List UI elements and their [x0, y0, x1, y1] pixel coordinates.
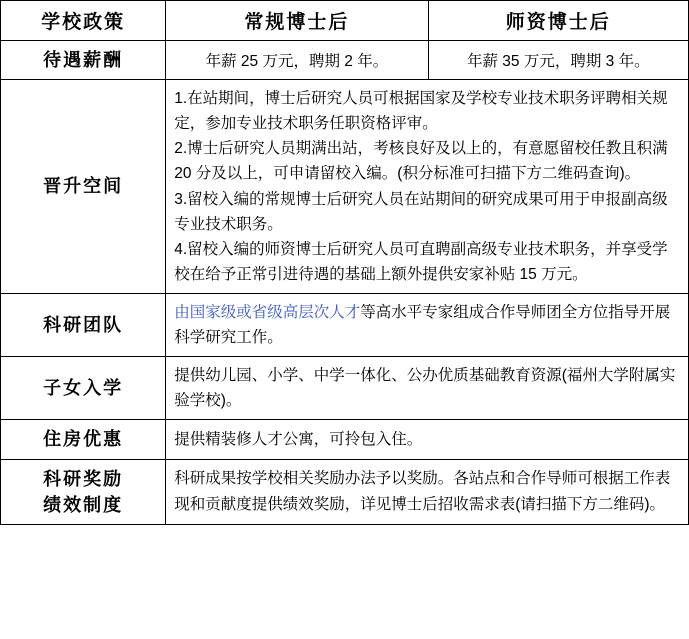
table-row-promotion: [1, 80, 689, 294]
table-header-row: [1, 1, 689, 41]
header-faculty-postdoc: 师资博士后: [428, 1, 688, 41]
row-label-children: 子女入学: [1, 357, 166, 420]
promotion-item-4: 4.留校入编的师资博士后研究人员可直聘副高级专业技术职务，并享受学校在给予正常引进待遇的基础上额外提供安家补贴 15 万元。: [174, 240, 668, 283]
row-label-promotion: 晋升空间: [1, 80, 166, 294]
table-row-team: [1, 293, 689, 356]
table-row-housing: [1, 420, 689, 459]
housing-value: 提供精装修人才公寓，可拎包入住。: [166, 420, 689, 459]
table-row-salary: [1, 41, 689, 80]
header-school-policy: 学校政策: [1, 1, 166, 41]
promotion-item-3: 3.留校入编的常规博士后研究人员在站期间的研究成果可用于申报副高级专业技术职务。: [174, 190, 668, 233]
award-value: 科研成果按学校相关奖励办法予以奖励。各站点和合作导师可根据工作表现和贡献度提供绩效奖励，详见博士后招收需求表(请扫描下方二维码)。: [166, 459, 689, 524]
promotion-item-1: 1.在站期间，博士后研究人员可根据国家及学校专业技术职务评聘相关规定，参加专业技术职务任职资格评审。: [174, 90, 668, 133]
table-row-award: [1, 459, 689, 524]
row-label-salary: 待遇薪酬: [1, 41, 166, 80]
header-regular-postdoc: 常规博士后: [166, 1, 428, 41]
row-label-housing: 住房优惠: [1, 420, 166, 459]
team-rest-text: 等高水平专家组成合作导师团全方位指导开展科学研究工作。: [174, 303, 671, 347]
table-row-children: [1, 357, 689, 420]
salary-regular-value: 年薪 25 万元，聘期 2 年。: [166, 41, 428, 80]
row-label-award: [1, 459, 166, 524]
promotion-item-2: 2.博士后研究人员期满出站，考核良好及以上的，有意愿留校任教且积满 20 分及以上，可申请留校入编。(积分标准可扫描下方二维码查询)。: [174, 140, 668, 183]
salary-faculty-value: 年薪 35 万元，聘期 3 年。: [428, 41, 688, 80]
row-label-award-line2: 绩效制度: [43, 494, 124, 515]
row-label-award-line1: 科研奖励: [43, 468, 124, 489]
promotion-value: [166, 80, 689, 294]
team-value: [166, 293, 689, 356]
row-label-team: 科研团队: [1, 293, 166, 356]
team-highlight-text: 由国家级或省级高层次人才: [174, 303, 361, 321]
children-value: 提供幼儿园、小学、中学一体化、公办优质基础教育资源(福州大学附属实验学校)。: [166, 357, 689, 420]
